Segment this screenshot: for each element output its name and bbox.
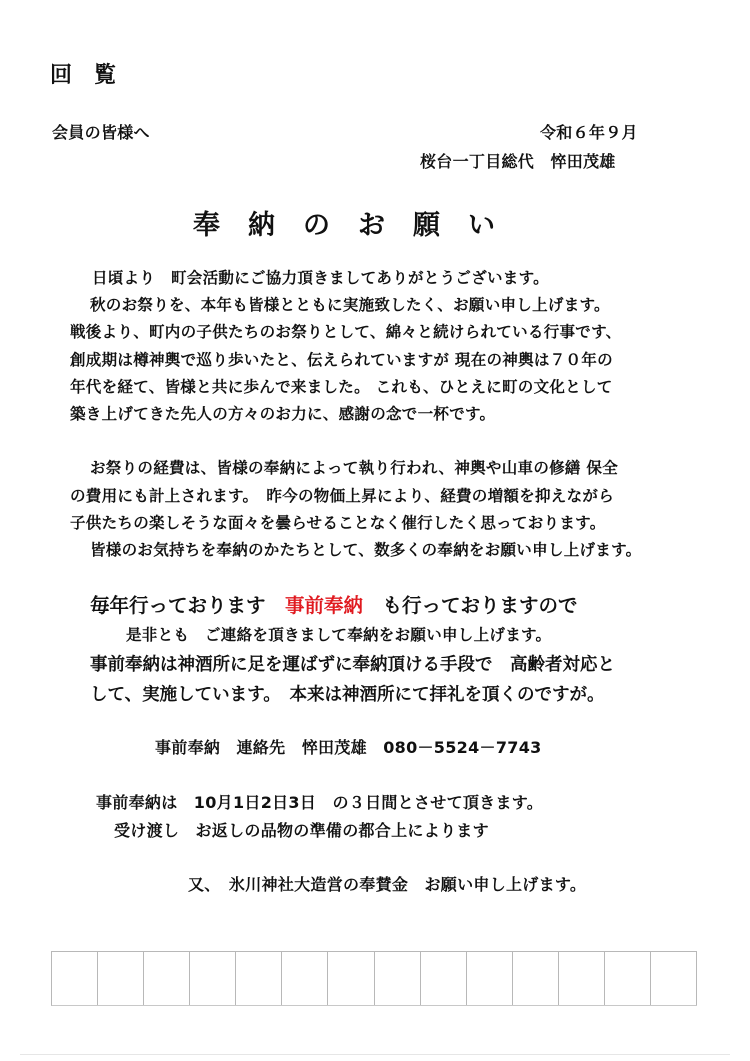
advance-offering-highlight: 事前奉納 [285, 594, 364, 617]
stamp-cell [144, 952, 190, 1005]
circulation-label: 回 覧 [50, 63, 117, 88]
schedule-handover: 受け渡し お返しの品物の準備の都合上によります [114, 821, 489, 840]
notice-heading [90, 590, 578, 618]
stamp-cell [651, 952, 697, 1005]
stamp-cell [328, 952, 374, 1005]
stamp-cell [467, 952, 513, 1005]
text-line: して、実施しています。 本来は神酒所にて拝礼を頂くのですが。 [90, 685, 605, 705]
document-title: 奉 納 の お 願 い [193, 210, 496, 241]
text-line: 日頃より 町会活動にご協力頂きましてありがとうございます。 [92, 269, 549, 287]
stamp-cell [98, 952, 144, 1005]
text-line: 子供たちの楽しそうな面々を曇らせることなく催行したく思っております。 [70, 514, 606, 532]
addressee: 会員の皆様へ [52, 123, 150, 142]
stamp-cell [513, 952, 559, 1005]
sender: 桜台一丁目総代 悴田茂雄 [420, 152, 616, 171]
schedule-dates: 事前奉納は 10月1日2日3日 の３日間とさせて頂きます。 [96, 793, 544, 812]
notice-heading-start: 毎年行っております [90, 594, 286, 617]
text-line: 是非とも ご連絡を頂きまして奉納をお願い申し上げます。 [126, 626, 552, 644]
contact-info: 事前奉納 連絡先 悴田茂雄 080－5524－7743 [155, 738, 542, 757]
stamp-cell [421, 952, 467, 1005]
text-line: 築き上げてきた先人の方々のお力に、感謝の念で一杯です。 [70, 405, 496, 423]
text-line: お祭りの経費は、皆様の奉納によって執り行われ、神輿や山車の修繕 保全 [90, 459, 619, 477]
circulation-stamp-grid [51, 951, 697, 1006]
closing-request: 又、 氷川神社大造営の奉賛金 お願い申し上げます。 [188, 875, 587, 894]
stamp-cell [190, 952, 236, 1005]
stamp-cell [236, 952, 282, 1005]
text-line: 年代を経て、皆様と共に歩んで来ました。 これも、ひとえに町の文化として [70, 378, 613, 396]
notice-heading-end: も行っておりますので [363, 594, 578, 617]
stamp-cell [605, 952, 651, 1005]
stamp-cell [559, 952, 605, 1005]
page-edge-line [20, 1054, 730, 1055]
text-line: 戦後より、町内の子供たちのお祭りとして、綿々と続けられている行事です、 [70, 323, 622, 341]
text-line: の費用にも計上されます。 昨今の物価上昇により、経費の増額を抑えながら [70, 487, 615, 505]
text-line: 創成期は樽神輿で巡り歩いたと、伝えられていますが 現在の神輿は７０年の [70, 351, 613, 369]
text-line: 秋のお祭りを、本年も皆様とともに実施致したく、お願い申し上げます。 [90, 296, 610, 314]
stamp-cell [52, 952, 98, 1005]
text-line: 事前奉納は神酒所に足を運ばずに奉納頂ける手段で 高齢者対応と [90, 655, 615, 675]
stamp-cell [375, 952, 421, 1005]
stamp-cell [282, 952, 328, 1005]
document-date: 令和６年９月 [540, 123, 638, 142]
text-line: 皆様のお気持ちを奉納のかたちとして、数多くの奉納をお願い申し上げます。 [90, 541, 642, 559]
